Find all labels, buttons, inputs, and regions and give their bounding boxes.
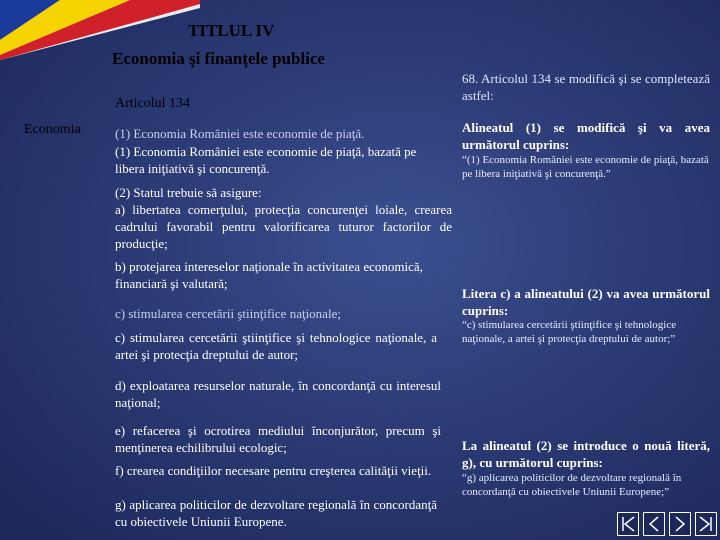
first-slide-button[interactable] [617,512,639,536]
previous-slide-button[interactable] [643,512,665,536]
last-slide-icon [696,513,716,535]
amendment-heading-3: La alineatul (2) se introduce o nouă literă, g), cu următorul cuprins: [462,438,710,470]
title-line-2: Economia şi finanţele publice [112,49,325,68]
paragraph-2-g: g) aplicarea politicilor de dezvoltare regională în concordanţă cu obiectivele Uniunii Europene. [115,497,437,529]
previous-slide-icon [644,513,664,535]
last-slide-button[interactable] [695,512,717,536]
paragraph-2-c-new: c) stimularea cercetării ştiinţifice şi tehnologice naţionale, a artei şi protecţia dreptului de autor; [115,330,437,362]
amendment-intro: 68. Articolul 134 se modifică şi se completează astfel: [462,71,710,103]
paragraph-1-new: (1) Economia României este economie de piaţă, bazată pe libera iniţiativă şi concurenţă. [115,144,417,176]
amendment-quote-3: “g) aplicarea politicilor de dezvoltare regională în concordanţă cu obiectivele Uniunii Europene;” [462,472,682,498]
paragraph-1-old: (1) Economia României este economie de piaţă. [115,126,365,141]
paragraph-2-f: f) crearea condiţiilor necesare pentru creşterea calităţii vieţii. [115,463,432,478]
next-slide-icon [670,513,690,535]
paragraph-2-d: d) exploatarea resurselor naturale, în concordanţă cu interesul naţional; [115,378,441,410]
next-slide-button[interactable] [669,512,691,536]
article-heading: Articolul 134 [115,96,191,111]
paragraph-2-a: a) libertatea comerţului, protecţia concurenţei loiale, crearea cadrului favorabil pentru valorificarea tuturor factorilor de producţie; [115,202,452,251]
first-slide-icon [618,513,638,535]
amendment-quote-2: “c) stimularea cercetării ştiinţifice şi tehnologice naţionale, a artei şi protecţia dreptului de autor;” [462,319,677,345]
amendment-heading-2: Litera c) a alineatului (2) va avea următorul cuprins: [462,286,710,318]
paragraph-2-e: e) refacerea şi ocrotirea mediului înconjurător, precum şi menţinerea echilibrului ecologic; [115,423,441,455]
paragraph-2-c-old: c) stimularea cercetării ştiinţifice naţionale; [115,306,341,321]
paragraph-2-b: b) protejarea intereselor naţionale în activitatea economică, financiară şi valutară; [115,259,423,291]
amendment-heading-1: Alineatul (1) se modifică şi va avea următorul cuprins: [462,120,710,152]
amendment-quote-1: “(1) Economia României este economie de piaţă, bazată pe libera iniţiativă şi concurenţă.” [462,154,709,180]
paragraph-2: (2) Statul trebuie să asigure: [115,185,262,200]
title-line-1: TITLUL IV [188,21,275,40]
side-label: Economia [24,122,81,137]
